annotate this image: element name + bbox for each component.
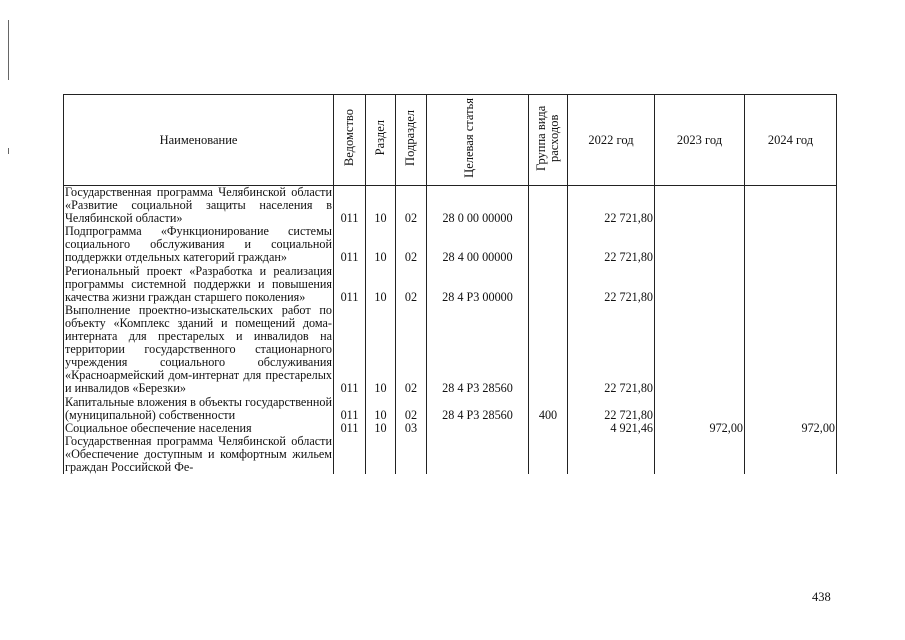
row-2022: 22 721,80 [568,186,655,226]
row-target: 28 0 00 00000 [427,186,529,226]
row-dept: 011 [334,304,366,396]
row-section [366,435,396,474]
margin-line-mid [8,148,9,154]
row-2024 [745,225,837,264]
table-row [64,396,837,422]
header-section: Раздел [372,120,387,156]
table-row [64,265,837,304]
table-row [64,186,837,226]
row-2023 [655,186,745,226]
row-dept: 011 [334,225,366,264]
row-2023 [655,435,745,474]
row-name: Капитальные вложения в объекты государственной (муниципальной) собственности [65,394,332,422]
row-section: 10 [366,186,396,226]
row-2023 [655,304,745,396]
row-name: Социальное обеспечение населения [64,422,334,435]
row-2022: 22 721,80 [568,304,655,396]
table-row [64,422,837,435]
row-name: Государственная программа Челябинской области «Развитие социальной защиты населения в Челябинской области» [65,185,332,226]
row-section: 10 [366,265,396,304]
row-subsection: 02 [396,396,427,422]
row-2024 [745,265,837,304]
table-row [64,304,837,396]
row-2022: 22 721,80 [568,396,655,422]
row-target [427,435,529,474]
row-2022: 22 721,80 [568,225,655,264]
row-group [529,422,568,435]
row-group [529,265,568,304]
row-target: 28 4 P3 28560 [427,304,529,396]
page-number: 438 [812,590,831,604]
table-header-row [64,95,837,186]
row-name: Региональный проект «Разработка и реализация программы системной поддержки и повышения качества жизни граждан старшего поколения» [65,263,332,304]
row-2023 [655,265,745,304]
table-row [64,225,837,264]
row-group: 400 [529,396,568,422]
row-2022 [568,435,655,474]
header-name: Наименование [64,95,334,186]
row-target: 28 4 P3 28560 [427,396,529,422]
row-dept: 011 [334,265,366,304]
header-2022: 2022 год [568,95,655,186]
row-dept [334,435,366,474]
row-2024 [745,304,837,396]
row-dept: 011 [334,396,366,422]
row-2024 [745,396,837,422]
row-subsection [396,435,427,474]
row-2022: 4 921,46 [568,422,655,435]
row-section: 10 [366,396,396,422]
row-section: 10 [366,422,396,435]
row-section: 10 [366,304,396,396]
row-target: 28 4 P3 00000 [427,265,529,304]
row-2024 [745,186,837,226]
table-row [64,435,837,474]
header-target: Целевая статья [461,98,476,178]
row-subsection: 02 [396,186,427,226]
row-group [529,304,568,396]
row-dept: 011 [334,422,366,435]
row-subsection: 02 [396,225,427,264]
row-group [529,225,568,264]
row-group [529,435,568,474]
budget-table [63,94,837,474]
row-subsection: 02 [396,265,427,304]
header-dept: Ведомство [341,109,356,167]
row-group [529,186,568,226]
margin-line-top [8,20,9,80]
row-name: Выполнение проектно-изыскательских работ по объекту «Комплекс зданий и помещений дома-интерната для престарелых и инвалидов на территории государственного стационарного учреждения социального обслуживания «Красноармейский дом-интернат для престарелых и инвалидов «Березки» [65,302,332,396]
row-2023: 972,00 [655,422,745,435]
row-target: 28 4 00 00000 [427,225,529,264]
row-2024: 972,00 [745,422,837,435]
header-2023: 2023 год [655,95,745,186]
row-2023 [655,225,745,264]
row-2024 [745,435,837,474]
row-name: Государственная программа Челябинской области «Обеспечение доступным и комфортным жильем граждан Российской Фе- [65,433,332,474]
row-2023 [655,396,745,422]
row-subsection: 03 [396,422,427,435]
row-2022: 22 721,80 [568,265,655,304]
row-target [427,422,529,435]
header-group: Группа вида расходов [534,105,562,171]
row-dept: 011 [334,186,366,226]
header-2024: 2024 год [745,95,837,186]
row-name: Подпрограмма «Функционирование системы социального обслуживания и социальной поддержки отдельных категорий граждан» [65,224,332,265]
header-subsection: Подраздел [403,110,418,166]
row-section: 10 [366,225,396,264]
row-subsection: 02 [396,304,427,396]
